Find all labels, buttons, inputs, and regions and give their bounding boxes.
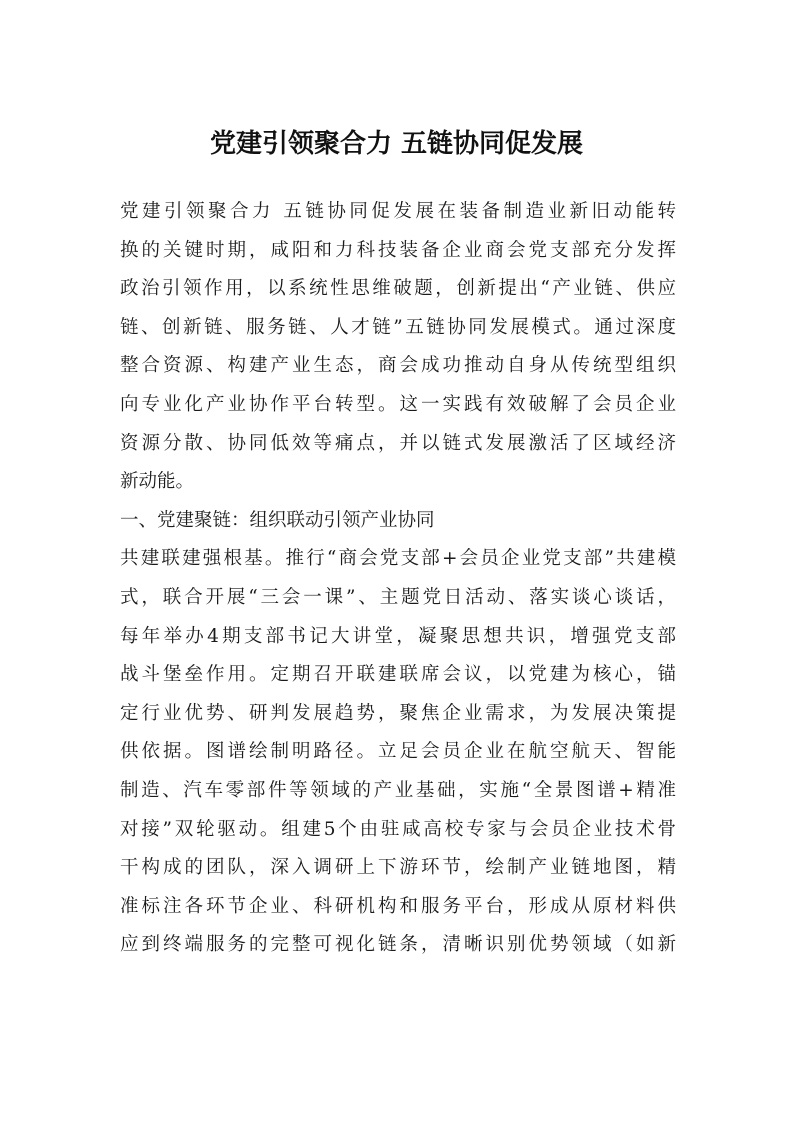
section-heading: 一、党建聚链：组织联动引领产业协同	[120, 509, 435, 531]
body-line: 供依据。图谱绘制明路径。立足会员企业在航空航天、智能	[120, 741, 676, 763]
body-line: 共建联建强根基。推行“商会党支部+会员企业党支部”共建模	[120, 548, 676, 570]
body-line: 每年举办4期支部书记大讲堂，凝聚思想共识，增强党支部	[120, 625, 676, 647]
body-line: 对接”双轮驱动。组建5个由驻咸高校专家与会员企业技术骨	[120, 818, 676, 840]
body-line: 政治引领作用，以系统性思维破题，创新提出“产业链、供应	[120, 278, 676, 300]
body-line: 链、创新链、服务链、人才链”五链协同发展模式。通过深度	[120, 316, 676, 338]
document-body	[120, 193, 676, 965]
body-line: 式，联合开展“三会一课”、主题党日活动、落实谈心谈话，	[120, 586, 676, 608]
body-line: 整合资源、构建产业生态，商会成功推动自身从传统型组织	[120, 355, 676, 377]
body-line: 制造、汽车零部件等领域的产业基础，实施“全景图谱+精准	[120, 779, 676, 801]
body-line: 党建引领聚合力 五链协同促发展在装备制造业新旧动能转	[120, 201, 676, 222]
body-line: 向专业化产业协作平台转型。这一实践有效破解了会员企业	[120, 393, 676, 415]
body-line: 资源分散、协同低效等痛点，并以链式发展激活了区域经济	[120, 432, 676, 454]
body-line: 定行业优势、研判发展趋势，聚焦企业需求，为发展决策提	[120, 702, 676, 724]
body-line: 应到终端服务的完整可视化链条，清晰识别优势领域（如新	[120, 934, 676, 956]
body-line: 新动能。	[120, 471, 195, 493]
body-line: 换的关键时期，咸阳和力科技装备企业商会党支部充分发挥	[120, 239, 676, 261]
document-title: 党建引领聚合力 五链协同促发展	[209, 129, 584, 159]
body-line: 战斗堡垒作用。定期召开联建联席会议，以党建为核心，锚	[120, 664, 676, 686]
body-line: 准标注各环节企业、科研机构和服务平台，形成从原材料供	[120, 895, 676, 917]
body-line: 干构成的团队，深入调研上下游环节，绘制产业链地图，精	[120, 857, 676, 879]
